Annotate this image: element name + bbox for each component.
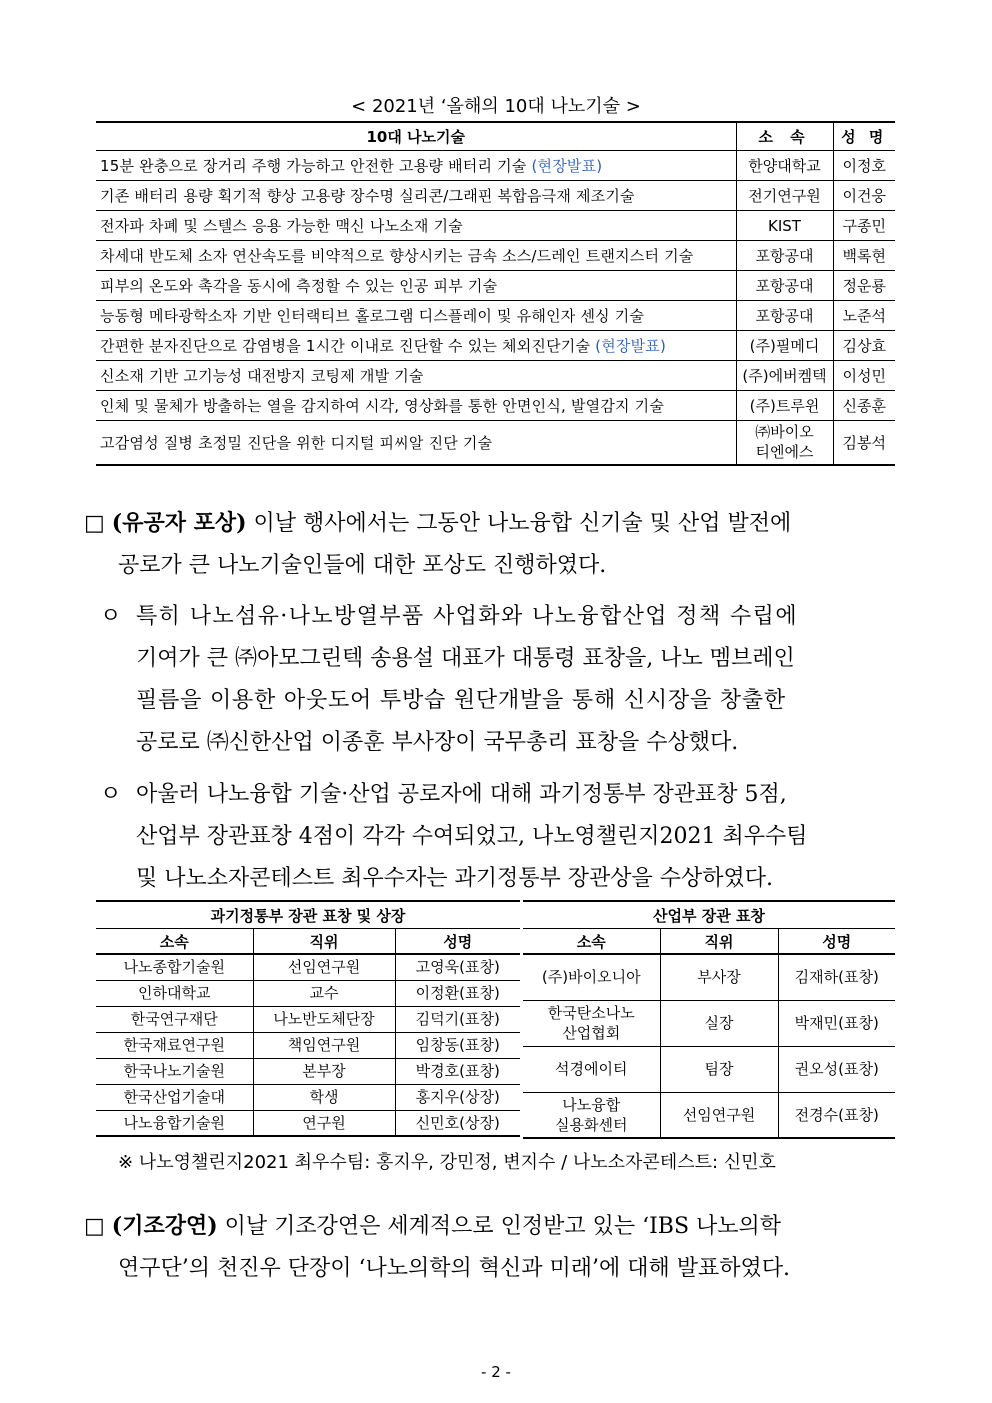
section-title: (기조강연) xyxy=(111,1213,218,1239)
tech-title: 인체 및 물체가 방출하는 열을 감지하여 시각, 영상화를 통한 안면인식, 발열감지 기술 xyxy=(100,397,665,415)
position-cell: 책임연구원 xyxy=(253,1032,395,1058)
section-text-cont: 공로가 큰 나노기술인들에 대한 포상도 진행하였다. xyxy=(118,553,607,578)
sub2-line: 및 나노소자콘테스트 최우수자는 과기정통부 장관상을 수상하였다. xyxy=(136,866,774,891)
tech-title: 능동형 메타광학소자 기반 인터랙티브 홀로그램 디스플레이 및 유해인자 센싱 기술 xyxy=(100,307,645,325)
org-cell: (주)트루윈 xyxy=(736,391,833,421)
table-row xyxy=(96,1110,520,1136)
org-cell: 포항공대 xyxy=(736,301,833,331)
name-cell: 이정호 xyxy=(833,151,895,181)
section-text: 이날 기조강연은 세계적으로 인정받고 있는 ‘IBS 나노의학 xyxy=(217,1214,782,1239)
sub-paragraph-2 xyxy=(100,774,914,900)
awards-msit-title: 과기정통부 장관 표창 및 상장 xyxy=(96,901,520,929)
sub-bullet: ㅇ xyxy=(100,782,122,807)
section-awards xyxy=(84,502,914,587)
position-cell: 나노반도체단장 xyxy=(253,1006,395,1032)
name-cell: 김덕기(표창) xyxy=(395,1006,520,1032)
name-cell: 정운룡 xyxy=(833,271,895,301)
org-cell: 포항공대 xyxy=(736,271,833,301)
table-row xyxy=(96,391,895,421)
table-row xyxy=(96,980,520,1006)
col-org: 소속 xyxy=(96,929,253,955)
tech-title: 신소재 기반 고기능성 대전방지 코팅제 개발 기술 xyxy=(100,367,424,385)
name-cell: 노준석 xyxy=(833,301,895,331)
onsite-tag: (현장발표) xyxy=(531,157,603,175)
position-cell: 교수 xyxy=(253,980,395,1006)
tech-cell xyxy=(96,421,736,465)
org-cell: 나노융합 실용화센터 xyxy=(523,1092,660,1138)
sub-bullet: ㅇ xyxy=(100,604,122,629)
section-text-cont: 연구단’의 천진우 단장이 ‘나노의학의 혁신과 미래’에 대해 발표하였다. xyxy=(118,1256,790,1281)
sub-paragraph-1 xyxy=(100,596,914,764)
position-cell: 본부장 xyxy=(253,1058,395,1084)
awards-motie-title: 산업부 장관 표창 xyxy=(523,901,895,929)
tech-title: 15분 완충으로 장거리 주행 가능하고 안전한 고용량 배터리 기술 xyxy=(100,157,532,175)
section-bullet: □ xyxy=(84,511,105,536)
sub2-line: 산업부 장관표창 4점이 각각 수여되었고, 나노영챌린지2021 최우수팀 xyxy=(136,824,808,849)
section-bullet: □ xyxy=(84,1214,105,1239)
name-cell: 홍지우(상장) xyxy=(395,1084,520,1110)
name-cell: 임창동(표창) xyxy=(395,1032,520,1058)
table-row xyxy=(96,151,895,181)
col-org: 소속 xyxy=(523,929,660,955)
name-cell: 전경수(표창) xyxy=(778,1092,895,1138)
col-name: 성명 xyxy=(778,929,895,955)
tech-cell xyxy=(96,391,736,421)
header-name: 성 명 xyxy=(833,122,895,151)
tech-cell xyxy=(96,151,736,181)
table-row xyxy=(96,1032,520,1058)
org-cell: 한국탄소나노 산업협회 xyxy=(523,1000,660,1046)
name-cell: 이건웅 xyxy=(833,181,895,211)
org-cell: 인하대학교 xyxy=(96,980,253,1006)
org-cell: 전기연구원 xyxy=(736,181,833,211)
col-position: 직위 xyxy=(660,929,778,955)
tech-title: 고감염성 질병 초정밀 진단을 위한 디지털 피씨알 진단 기술 xyxy=(100,433,493,452)
section-title: (유공자 포상) xyxy=(111,510,247,536)
tech-cell xyxy=(96,361,736,391)
table-row xyxy=(96,241,895,271)
name-cell: 김봉석 xyxy=(833,421,895,465)
table-row xyxy=(96,1058,520,1084)
table-row xyxy=(523,1046,895,1092)
position-cell: 팀장 xyxy=(660,1046,778,1092)
award-note: ※ 나노영챌린지2021 최우수팀: 홍지우, 강민정, 변지수 / 나노소자콘테스트: 신민호 xyxy=(118,1152,776,1173)
tech-cell xyxy=(96,301,736,331)
name-cell: 구종민 xyxy=(833,211,895,241)
table-row xyxy=(96,1006,520,1032)
name-cell: 이성민 xyxy=(833,361,895,391)
name-cell: 권오성(표창) xyxy=(778,1046,895,1092)
table-row xyxy=(523,954,895,1000)
sub1-line: 필름을 이용한 아웃도어 투방습 원단개발을 통해 신시장을 창출한 xyxy=(136,688,786,713)
table-row xyxy=(96,1084,520,1110)
tech-cell xyxy=(96,331,736,361)
org-cell: (주)필메디 xyxy=(736,331,833,361)
tech-cell xyxy=(96,211,736,241)
awards-msit-table xyxy=(96,900,520,1137)
name-cell: 신민호(상장) xyxy=(395,1110,520,1136)
table-row xyxy=(96,271,895,301)
org-cell: (주)바이오니아 xyxy=(523,954,660,1000)
sub2-line: 아울러 나노융합 기술·산업 공로자에 대해 과기정통부 장관표창 5점, xyxy=(136,782,787,807)
section-text: 이날 행사에서는 그동안 나노융합 신기술 및 산업 발전에 xyxy=(246,511,792,536)
name-cell: 김재하(표창) xyxy=(778,954,895,1000)
org-cell: 포항공대 xyxy=(736,241,833,271)
name-cell: 이정환(표창) xyxy=(395,980,520,1006)
table-row xyxy=(96,361,895,391)
table-row xyxy=(96,181,895,211)
position-cell: 선임연구원 xyxy=(253,954,395,980)
table-row xyxy=(96,211,895,241)
table-row xyxy=(96,421,895,465)
section-keynote xyxy=(84,1205,914,1290)
sub1-line: 기여가 큰 ㈜아모그린텍 송용설 대표가 대통령 표창을, 나노 멤브레인 xyxy=(136,646,795,671)
table-row xyxy=(96,954,520,980)
name-cell: 백록현 xyxy=(833,241,895,271)
tech-cell xyxy=(96,271,736,301)
tech-title: 간편한 분자진단으로 감염병을 1시간 이내로 진단할 수 있는 체외진단기술 xyxy=(100,337,596,355)
col-name: 성명 xyxy=(395,929,520,955)
tech-title: 전자파 차폐 및 스텔스 응용 가능한 맥신 나노소재 기술 xyxy=(100,217,463,235)
tech-cell xyxy=(96,241,736,271)
position-cell: 학생 xyxy=(253,1084,395,1110)
awards-motie-table xyxy=(523,900,895,1139)
org-cell: 나노융합기술원 xyxy=(96,1110,253,1136)
name-cell: 박재민(표창) xyxy=(778,1000,895,1046)
name-cell: 고영욱(표창) xyxy=(395,954,520,980)
name-cell: 박경호(표창) xyxy=(395,1058,520,1084)
sub1-line: 공로로 ㈜신한산업 이종훈 부사장이 국무총리 표창을 수상했다. xyxy=(136,730,739,755)
table-caption: < 2021년 ‘올해의 10대 나노기술 > xyxy=(351,96,641,117)
name-cell: 신종훈 xyxy=(833,391,895,421)
table-row xyxy=(96,331,895,361)
position-cell: 연구원 xyxy=(253,1110,395,1136)
org-cell: 나노종합기술원 xyxy=(96,954,253,980)
position-cell: 실장 xyxy=(660,1000,778,1046)
org-cell: 한국나노기술원 xyxy=(96,1058,253,1084)
org-cell: KIST xyxy=(736,211,833,241)
org-cell: 한국재료연구원 xyxy=(96,1032,253,1058)
tech-title: 기존 배터리 용량 획기적 향상 고용량 장수명 실리콘/그래핀 복합음극재 제조기술 xyxy=(100,187,635,205)
org-cell: ㈜바이오 티엔에스 xyxy=(736,421,833,465)
tech-title: 차세대 반도체 소자 연산속도를 비약적으로 향상시키는 금속 소스/드레인 트랜지스터 기술 xyxy=(100,247,694,265)
org-cell: 한국연구재단 xyxy=(96,1006,253,1032)
tech-cell xyxy=(96,181,736,211)
table-row xyxy=(523,1000,895,1046)
position-cell: 선임연구원 xyxy=(660,1092,778,1138)
onsite-tag: (현장발표) xyxy=(595,337,667,355)
name-cell: 김상효 xyxy=(833,331,895,361)
org-cell: 석경에이티 xyxy=(523,1046,660,1092)
col-position: 직위 xyxy=(253,929,395,955)
org-cell: 한양대학교 xyxy=(736,151,833,181)
table-row xyxy=(96,301,895,331)
position-cell: 부사장 xyxy=(660,954,778,1000)
org-cell: (주)에버켐텍 xyxy=(736,361,833,391)
header-tech: 10대 나노기술 xyxy=(96,122,736,151)
org-cell: 한국산업기술대 xyxy=(96,1084,253,1110)
page-number: - 2 - xyxy=(481,1363,511,1381)
top10-table xyxy=(96,121,895,466)
sub1-line: 특히 나노섬유·나노방열부품 사업화와 나노융합산업 정책 수립에 xyxy=(136,604,798,629)
tech-title: 피부의 온도와 촉각을 동시에 측정할 수 있는 인공 피부 기술 xyxy=(100,277,498,295)
header-org: 소 속 xyxy=(736,122,833,151)
table-row xyxy=(523,1092,895,1138)
